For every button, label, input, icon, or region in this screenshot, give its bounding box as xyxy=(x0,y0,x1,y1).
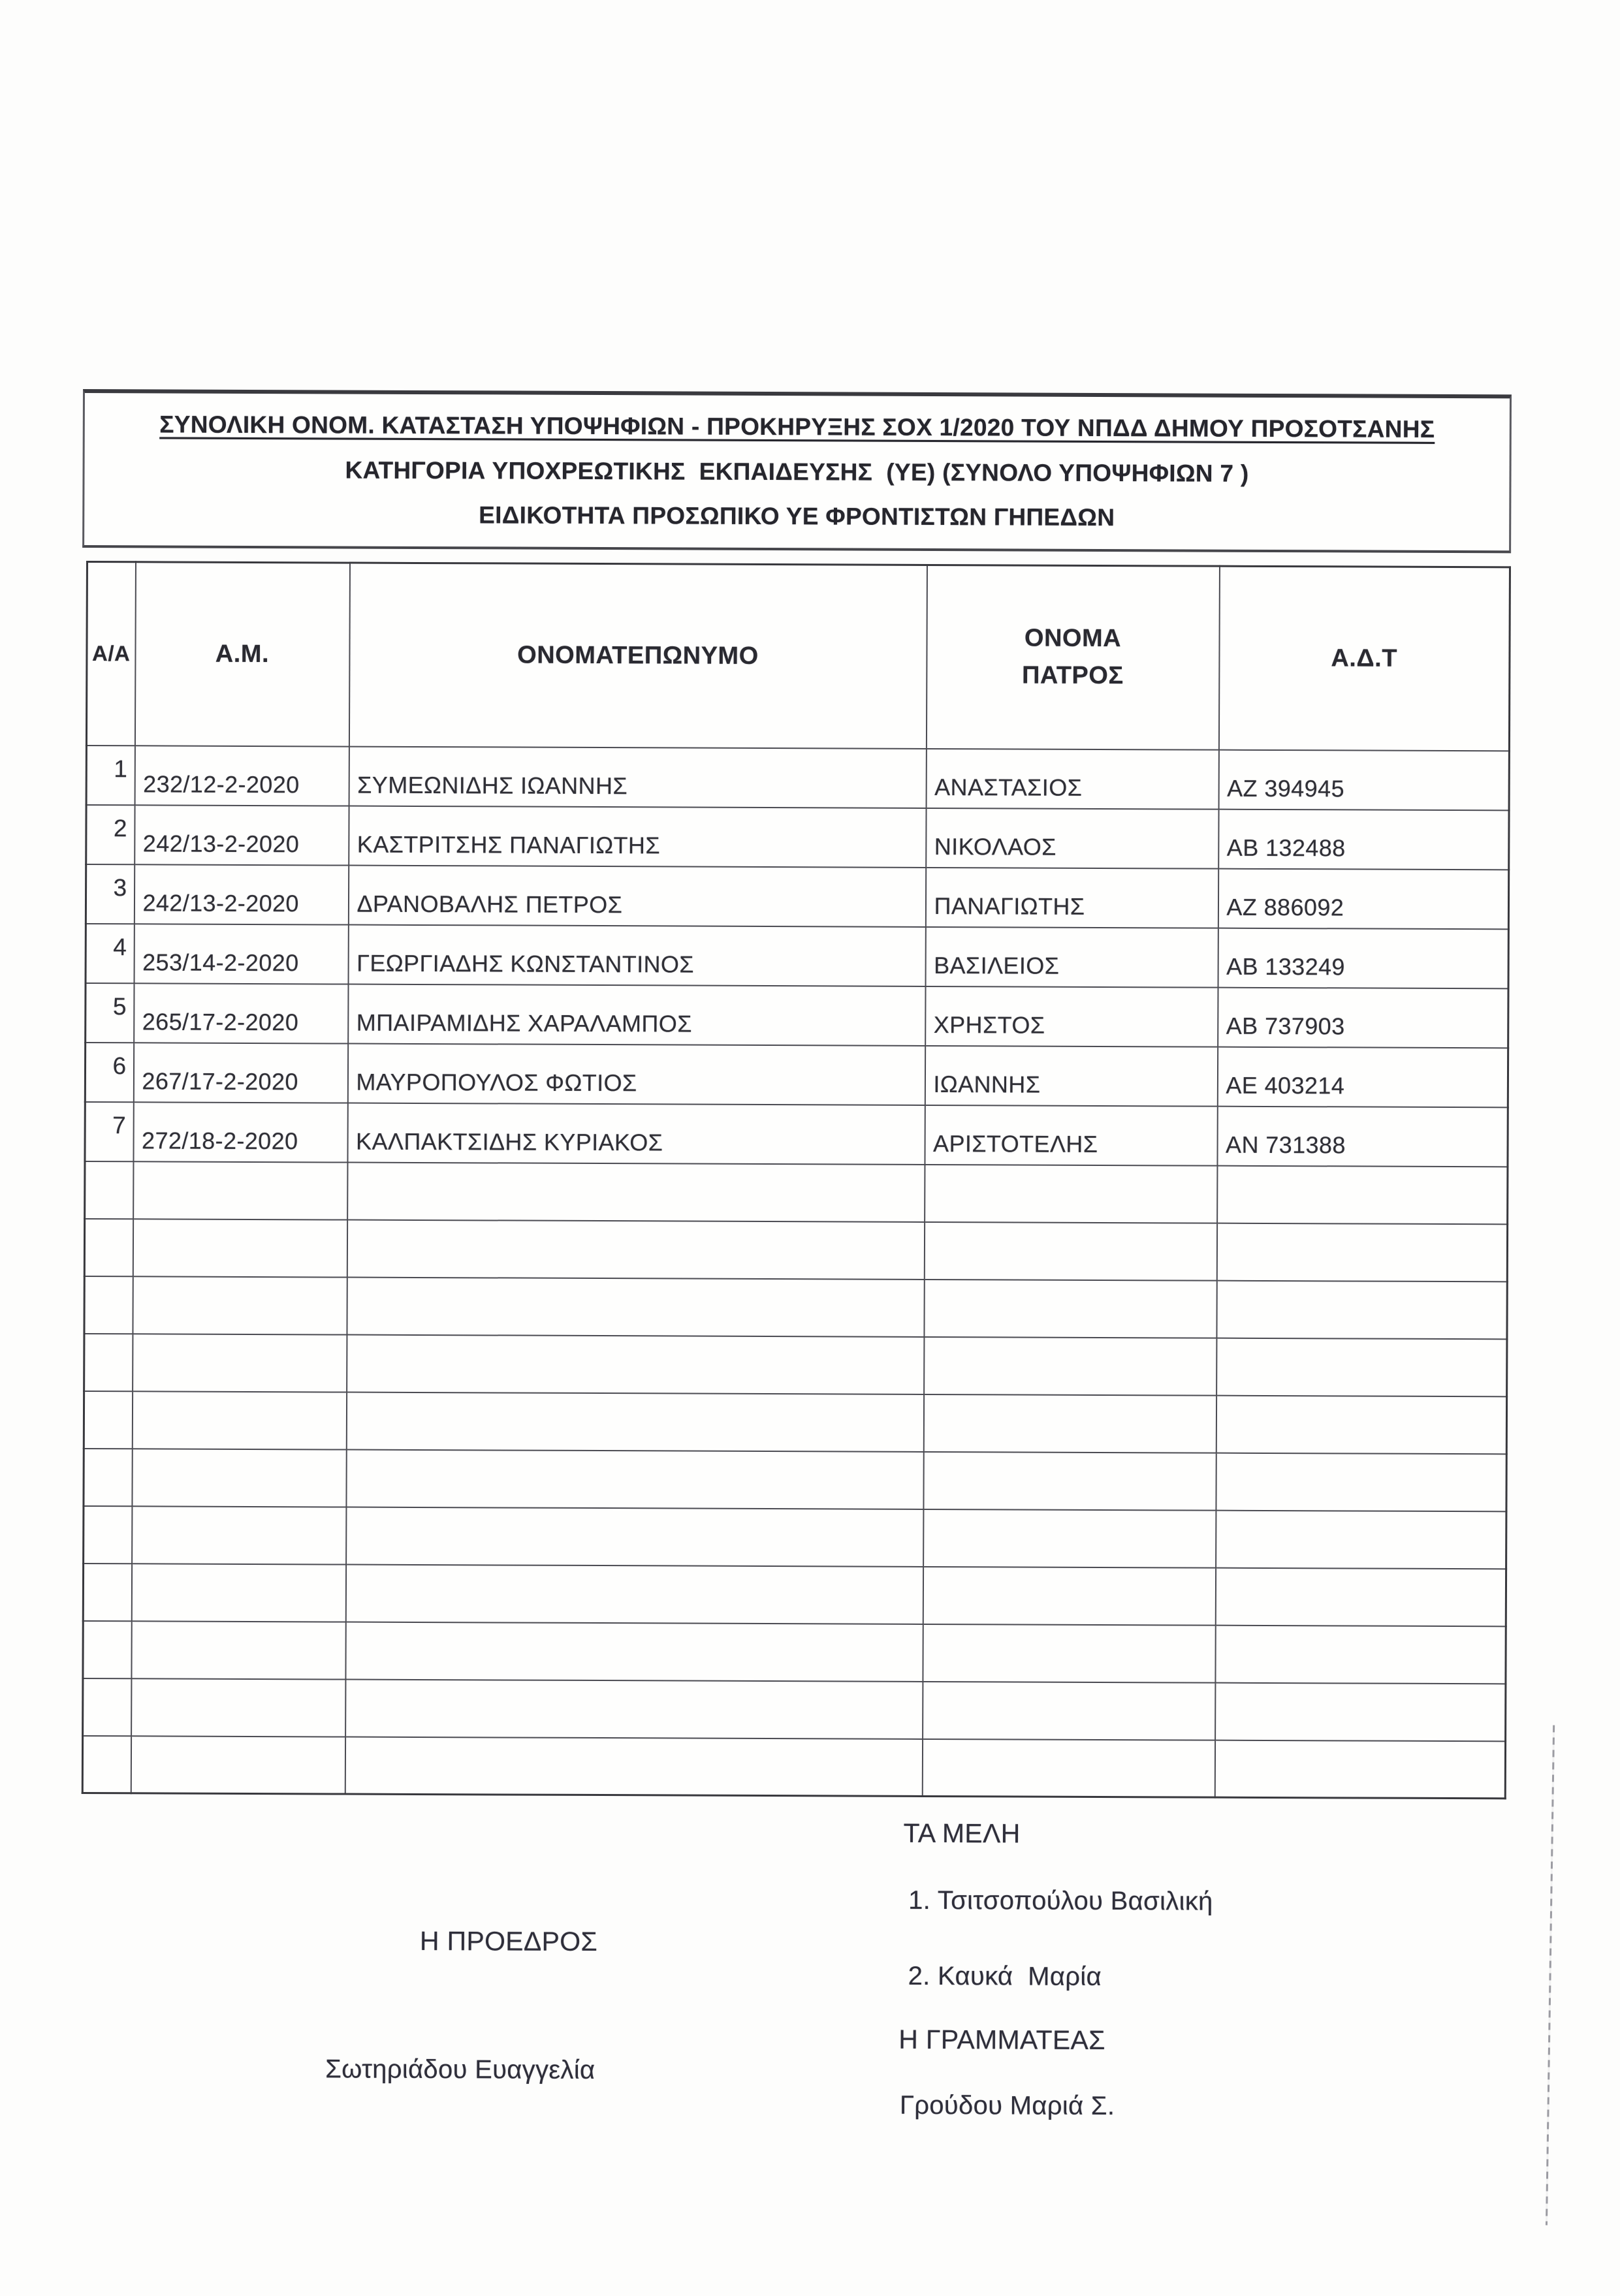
cell-father: ΑΡΙΣΤΟΤΕΛΗΣ xyxy=(925,1105,1217,1165)
table-row xyxy=(85,1043,1508,1107)
secretary-name: Γρούδου Μαριά Σ. xyxy=(899,2090,1115,2121)
table-row-empty xyxy=(84,1391,1506,1454)
table-row-empty xyxy=(83,1564,1506,1626)
cell-name: ΜΑΥΡΟΠΟΥΛΟΣ ΦΩΤΙΟΣ xyxy=(347,1043,925,1105)
cell-adt: ΑΕ 403214 xyxy=(1217,1046,1508,1107)
table-row-empty xyxy=(84,1449,1506,1511)
header-adt: Α.Δ.Τ xyxy=(1218,566,1510,751)
table-header-row xyxy=(86,562,1510,751)
table-row-empty xyxy=(85,1161,1508,1224)
cell-am: 232/12-2-2020 xyxy=(135,746,349,806)
table-row-empty xyxy=(84,1276,1507,1339)
table-row-empty xyxy=(82,1736,1505,1799)
table-row xyxy=(86,864,1508,929)
cell-father: ΧΡΗΣΤΟΣ xyxy=(925,986,1218,1046)
table-row xyxy=(86,924,1508,988)
table-row-empty xyxy=(83,1678,1506,1741)
cell-am: 267/17-2-2020 xyxy=(133,1043,347,1103)
cell-am: 272/18-2-2020 xyxy=(133,1102,347,1162)
cell-name: ΔΡΑΝΟΒΑΛΗΣ ΠΕΤΡΟΣ xyxy=(348,865,925,926)
cell-adt: ΑΒ 132488 xyxy=(1218,809,1509,870)
document-title-line-1: ΣΥΝΟΛΙΚΗ ΟΝΟΜ. ΚΑΤΑΣΤΑΣΗ ΥΠΟΨΗΦΙΩΝ - ΠΡΟΚΗΡΥΞΗΣ ΣΟΧ 1/2020 ΤΟΥ ΝΠΔΔ ΔΗΜΟΥ ΠΡΟΣΟΤΣΑΝΗΣ xyxy=(159,411,1435,443)
table-row-empty xyxy=(84,1219,1507,1282)
table-row-empty xyxy=(84,1506,1506,1569)
cell-am: 242/13-2-2020 xyxy=(135,805,349,865)
table-row xyxy=(86,746,1509,810)
members-heading: ΤΑ ΜΕΛΗ xyxy=(903,1817,1021,1849)
cell-father: ΒΑΣΙΛΕΙΟΣ xyxy=(925,926,1218,987)
cell-aa: 6 xyxy=(85,1043,133,1102)
cell-adt: ΑΒ 737903 xyxy=(1218,987,1508,1048)
member-2-name: 2. Καυκά Μαρία xyxy=(908,1961,1102,1991)
table-row xyxy=(85,1102,1508,1167)
cell-name: ΣΥΜΕΩΝΙΔΗΣ ΙΩΑΝΝΗΣ xyxy=(349,746,926,808)
table-row-empty xyxy=(84,1334,1507,1396)
table-row xyxy=(86,805,1509,870)
secretary-heading: Η ΓΡΑΜΜΑΤΕΑΣ xyxy=(898,2024,1105,2056)
cell-name: ΚΑΣΤΡΙΤΣΗΣ ΠΑΝΑΓΙΩΤΗΣ xyxy=(349,806,926,867)
president-heading: Η ΠΡΟΕΔΡΟΣ xyxy=(419,1925,598,1957)
cell-aa: 3 xyxy=(86,864,134,924)
cell-father: ΝΙΚΟΛΑΟΣ xyxy=(926,808,1218,868)
header-aa: Α/Α xyxy=(86,562,135,746)
page-edge-artifact-line xyxy=(1546,1725,1555,2225)
cell-am: 265/17-2-2020 xyxy=(134,983,348,1043)
cell-father: ΠΑΝΑΓΙΩΤΗΣ xyxy=(925,867,1218,928)
cell-aa: 4 xyxy=(86,924,134,983)
title-box xyxy=(82,389,1512,553)
cell-adt: ΑΖ 886092 xyxy=(1218,868,1508,929)
cell-name: ΚΑΛΠΑΚΤΣΙΔΗΣ ΚΥΡΙΑΚΟΣ xyxy=(347,1103,925,1164)
cell-adt: ΑΒ 133249 xyxy=(1218,928,1508,988)
cell-aa: 2 xyxy=(86,805,135,864)
cell-father: ΑΝΑΣΤΑΣΙΟΣ xyxy=(926,748,1218,809)
cell-name: ΓΕΩΡΓΙΑΔΗΣ ΚΩΝΣΤΑΝΤΙΝΟΣ xyxy=(348,924,925,986)
cell-aa: 1 xyxy=(86,746,135,805)
cell-adt: ΑΝ 731388 xyxy=(1217,1106,1508,1167)
header-name: ΟΝΟΜΑΤΕΠΩΝΥΜΟ xyxy=(349,563,927,748)
cell-aa: 7 xyxy=(85,1102,133,1161)
header-am: Α.Μ. xyxy=(135,562,349,746)
cell-name: ΜΠΑΙΡΑΜΙΔΗΣ ΧΑΡΑΛΑΜΠΟΣ xyxy=(348,984,925,1045)
cell-father: ΙΩΑΝΝΗΣ xyxy=(925,1045,1217,1106)
header-father-name xyxy=(926,565,1219,749)
cell-am: 253/14-2-2020 xyxy=(134,924,348,984)
cell-aa: 5 xyxy=(86,983,134,1043)
document-title-line-2: ΚΑΤΗΓΟΡΙΑ ΥΠΟΧΡΕΩΤΙΚΗΣ ΕΚΠΑΙΔΕΥΣΗΣ (ΥΕ) (ΣΥΝΟΛΟ ΥΠΟΨΗΦΙΩΝ 7 ) xyxy=(345,456,1249,487)
cell-am: 242/13-2-2020 xyxy=(134,864,348,924)
header-father-name-label: ΟΝΟΜΑ ΠΑΤΡΟΣ xyxy=(1021,624,1124,690)
cell-adt: ΑΖ 394945 xyxy=(1218,749,1509,810)
member-1-name: 1. Τσιτσοπούλου Βασιλική xyxy=(908,1885,1213,1916)
document-title-line-3: ΕΙΔΙΚΟΤΗΤΑ ΠΡΟΣΩΠΙΚΟ ΥΕ ΦΡΟΝΤΙΣΤΩΝ ΓΗΠΕΔΩΝ xyxy=(479,501,1115,531)
president-name: Σωτηριάδου Ευαγγελία xyxy=(325,2054,596,2085)
table-row-empty xyxy=(83,1621,1506,1684)
candidates-table xyxy=(82,561,1511,1799)
table-row xyxy=(86,983,1508,1048)
